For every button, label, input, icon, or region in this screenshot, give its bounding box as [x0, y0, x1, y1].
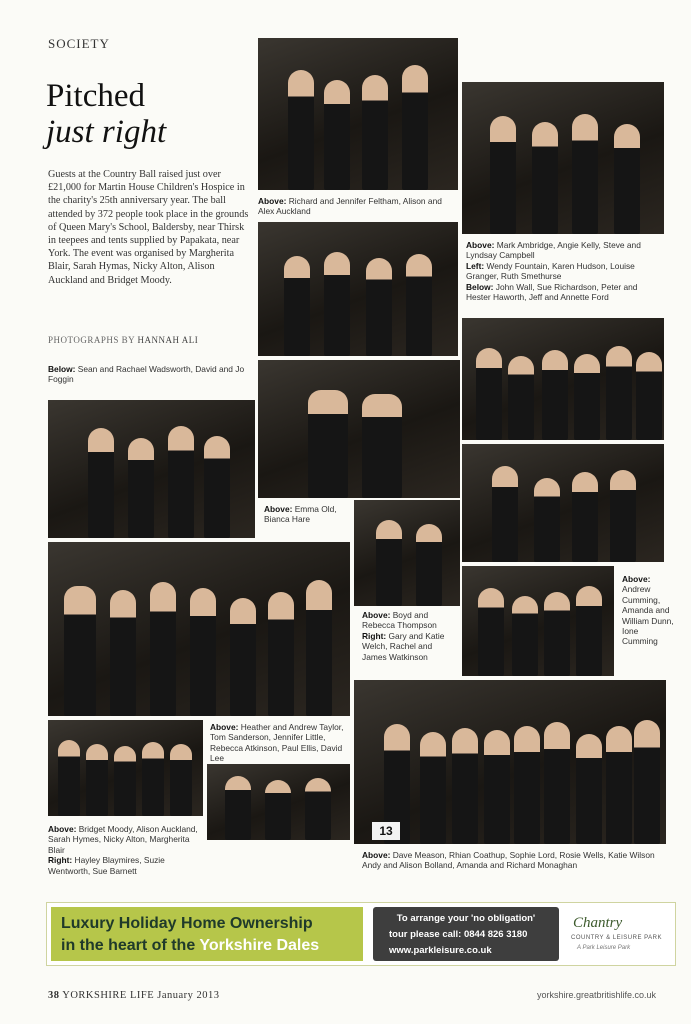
- caption-label: Above:: [258, 196, 287, 206]
- caption-meason-group: [362, 850, 662, 871]
- caption-ambridge-group: [466, 240, 662, 302]
- ad-headline-line-2: [61, 937, 319, 955]
- photo-wadsworth-foggin: [48, 400, 255, 538]
- caption-label: Above:: [264, 504, 293, 514]
- magazine-name: YORKSHIRE LIFE: [62, 990, 155, 1001]
- photo-welch-watkinson: [462, 566, 614, 676]
- ad-contact-box: [373, 907, 559, 961]
- intro-paragraph: Guests at the Country Ball raised just over £21,000 for Martin House Children's Hospice in the charity's 25th anniversary year. The ball attended by 372 people took place in the grounds of Queen Mary's School, Baldersby, near Thirsk in teepees and tents supplied by Papakata, near York. The event was organised by Margherita Blair, Sarah Hymas, Nicky Alton, Alison Auckland and Bridget Moody.: [48, 169, 249, 286]
- photo-fountain-group: [258, 222, 458, 356]
- logo-name: Chantry: [573, 915, 623, 931]
- ad-contact-line-1: To arrange your 'no obligation': [396, 913, 536, 924]
- caption-text: Wendy Fountain, Karen Hudson, Louise Granger, Ruth Smethurse: [466, 260, 635, 282]
- caption-text: Bridget Moody, Alison Auckland, Sarah Hymes, Nicky Alton, Margherita Blair: [48, 824, 198, 855]
- caption-text: Boyd and Rebecca Thompson: [362, 610, 437, 631]
- caption-label: Right:: [48, 855, 73, 866]
- caption-label: Right:: [362, 630, 387, 641]
- footer-url[interactable]: yorkshire.greatbritishlife.co.uk: [537, 990, 657, 1000]
- photo-thompson: [354, 500, 460, 606]
- caption-old-hare: [264, 504, 354, 525]
- photo-taylor-group: [48, 542, 350, 716]
- caption-label: Below:: [466, 281, 494, 292]
- caption-wadsworth-foggin: [48, 364, 248, 385]
- footer-folio: [48, 990, 220, 1001]
- caption-text: Richard and Jennifer Feltham, Alison and Alex Auckland: [258, 196, 442, 217]
- photo-blaymires-group: [207, 764, 350, 840]
- caption-taylor-group: [210, 722, 350, 764]
- table-number-card: 13: [372, 822, 400, 840]
- title-line-2: just right: [46, 114, 167, 150]
- caption-feltham-auckland: [258, 196, 458, 217]
- ad-headline-pre: in the heart of the: [61, 937, 196, 954]
- caption-text: Gary and Katie Welch, Rachel and James Watkinson: [362, 630, 445, 662]
- caption-text: Andrew Cumming, Amanda and William Dunn, Ione Cumming: [622, 584, 674, 647]
- caption-line: [466, 240, 662, 261]
- photo-meason-group: [354, 680, 666, 844]
- caption-text: Heather and Andrew Taylor, Tom Sanderson, Jennifer Little, Rebecca Atkinson, Paul Ellis, David Lee: [210, 722, 344, 764]
- photographer-name: HANNAH ALI: [137, 335, 199, 345]
- caption-thompson-welch: [362, 610, 454, 662]
- caption-line: [48, 824, 203, 855]
- caption-label: Left:: [466, 260, 485, 271]
- caption-line: [466, 282, 662, 303]
- caption-label: Above:: [362, 850, 391, 860]
- issue-date: January 2013: [157, 990, 220, 1001]
- logo-subtitle: COUNTRY & LEISURE PARK: [571, 935, 663, 941]
- ad-headline-line-1: Luxury Holiday Home Ownership: [61, 915, 313, 932]
- photo-cumming-dunn-1: [462, 444, 664, 562]
- caption-label: Above:: [210, 722, 239, 732]
- caption-line: [362, 631, 454, 662]
- photo-feltham-auckland: [258, 38, 458, 190]
- caption-text: Mark Ambridge, Angie Kelly, Steve and Lyndsay Campbell: [466, 240, 641, 261]
- caption-text: Dave Meason, Rhian Coathup, Sophie Lord, Rosie Wells, Katie Wilson Andy and Alison Bolland, Amanda and Richard Monaghan: [362, 850, 655, 871]
- section-label: SOCIETY: [48, 36, 110, 51]
- caption-cumming-dunn: [622, 574, 674, 647]
- caption-text: Sean and Rachael Wadsworth, David and Jo Foggin: [48, 364, 245, 385]
- ad-headline-panel: [51, 907, 363, 961]
- caption-line: [362, 610, 454, 631]
- caption-line: [466, 261, 662, 282]
- caption-text: Emma Old, Bianca Hare: [264, 504, 337, 525]
- photo-moody-group: [48, 720, 203, 816]
- page-number: 38: [48, 990, 60, 1001]
- ad-headline-accent: Yorkshire Dales: [199, 937, 320, 954]
- page-title: [46, 78, 166, 150]
- caption-label: Above:: [466, 240, 495, 250]
- photo-ambridge-campbell: [462, 82, 664, 234]
- caption-label: Below:: [48, 364, 76, 374]
- photo-wall-ford: [462, 318, 664, 440]
- caption-line: [48, 855, 203, 876]
- caption-moody-blaymires: [48, 824, 203, 876]
- ad-contact-phone: tour please call: 0844 826 3180: [389, 929, 528, 940]
- caption-label: Above:: [48, 824, 77, 834]
- title-line-1: Pitched: [46, 78, 145, 114]
- caption-label: Above:: [622, 574, 651, 584]
- photo-old-hare: [258, 360, 460, 498]
- caption-text: Hayley Blaymires, Suzie Wentworth, Sue Barnett: [48, 855, 165, 876]
- caption-text: John Wall, Sue Richardson, Peter and Hester Haworth, Jeff and Annette Ford: [466, 281, 638, 303]
- photo-credit: [48, 335, 198, 345]
- caption-label: Above:: [362, 610, 391, 620]
- advertisement-banner[interactable]: [46, 902, 676, 966]
- chantry-logo: [567, 909, 667, 959]
- ad-contact-website[interactable]: www.parkleisure.co.uk: [389, 945, 492, 956]
- photo-credit-label: PHOTOGRAPHS BY: [48, 335, 135, 345]
- logo-tagline: A Park Leisure Park: [577, 945, 631, 951]
